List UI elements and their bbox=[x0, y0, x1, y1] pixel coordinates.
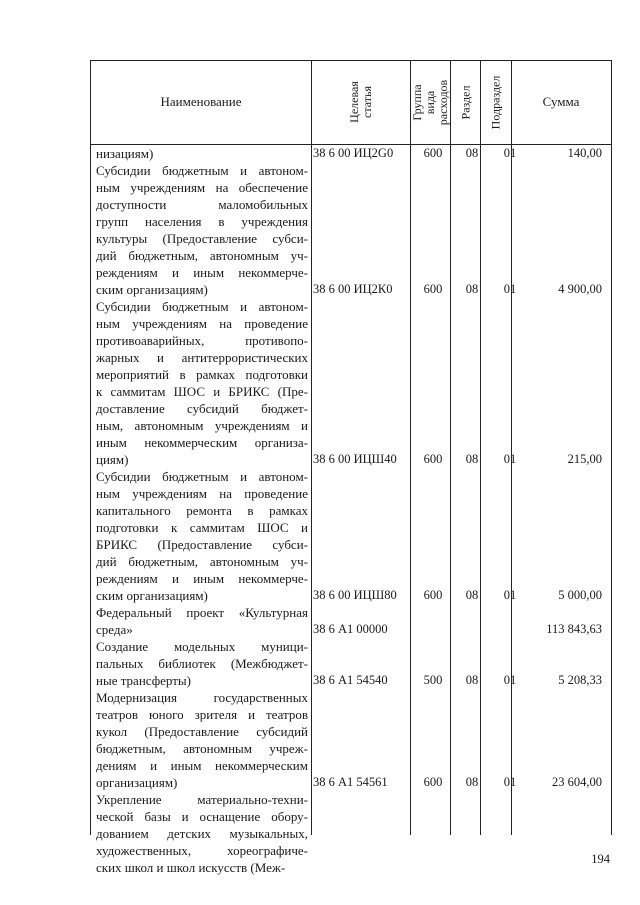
row-name-line: противоаварийных, противопо- bbox=[96, 333, 308, 348]
row-target-code: 38 6 А1 00000 bbox=[313, 622, 388, 636]
row-name-line: циям) bbox=[96, 452, 129, 467]
row-name-line: ских школ и школ искусств (Меж- bbox=[96, 860, 286, 875]
row-name-line: среда» bbox=[96, 622, 133, 637]
page-number: 194 bbox=[591, 852, 610, 866]
row-name-line: ным учреждениям на проведение bbox=[96, 316, 308, 331]
row-sum: 23 604,00 bbox=[552, 775, 602, 789]
row-section: 08 bbox=[465, 588, 479, 602]
row-name-line: реждениям и иным некоммерче- bbox=[96, 265, 308, 280]
row-name-line: ные трансферты) bbox=[96, 673, 191, 688]
row-subsection: 01 bbox=[503, 282, 517, 296]
row-name bbox=[96, 145, 308, 162]
header-group-text: Группа вида расходов bbox=[410, 79, 450, 125]
row-group bbox=[412, 621, 454, 638]
row-section: 08 bbox=[465, 673, 479, 687]
row-target-code: 38 6 00 ИЦШ80 bbox=[313, 588, 397, 602]
row-name-line: организациям) bbox=[96, 775, 178, 790]
table-row bbox=[92, 468, 610, 604]
row-group: 600 bbox=[423, 282, 443, 296]
row-name bbox=[96, 791, 308, 876]
row-group bbox=[412, 859, 454, 876]
header-subsection-text: Подраздел bbox=[488, 75, 503, 129]
row-name-line: ческой базы и оснащение обору- bbox=[96, 809, 308, 824]
row-name-line: театров юного зрителя и театров bbox=[96, 707, 308, 722]
table-row bbox=[92, 604, 610, 638]
row-name-line: Субсидии бюджетным и автоном- bbox=[96, 163, 308, 178]
row-name bbox=[96, 604, 308, 638]
row-sum: 5 208,33 bbox=[558, 673, 602, 687]
table-right-border bbox=[611, 60, 612, 835]
row-sum: 5 000,00 bbox=[558, 588, 602, 602]
row-target-code bbox=[313, 859, 413, 876]
row-name-line: дий бюджетным, автономным уч- bbox=[96, 248, 308, 263]
header-name: Наименование bbox=[160, 94, 242, 109]
header-section-text: Раздел bbox=[458, 85, 473, 119]
row-name bbox=[96, 638, 308, 689]
row-group: 600 bbox=[423, 452, 443, 466]
row-name-line: Создание модельных муници- bbox=[96, 639, 308, 654]
table-row bbox=[92, 638, 610, 689]
row-name-line: реждениям и иным некоммерче- bbox=[96, 571, 308, 586]
row-target-code: 38 6 00 ИЦ2К0 bbox=[313, 282, 393, 296]
header-section bbox=[451, 60, 480, 144]
row-name bbox=[96, 298, 308, 468]
row-name-line: к саммитам ШОС и БРИКС (Пре- bbox=[96, 384, 308, 399]
row-group: 600 bbox=[423, 588, 443, 602]
row-name bbox=[96, 162, 308, 298]
row-name-line: ным учреждениям на обеспечение bbox=[96, 180, 308, 195]
row-section: 08 bbox=[465, 452, 479, 466]
row-name-line: дениям и иным некоммерческим bbox=[96, 758, 308, 773]
row-name-line: Укрепление материально-техни- bbox=[96, 792, 308, 807]
row-name-line: дий бюджетным, автономным уч- bbox=[96, 554, 308, 569]
row-group: 600 bbox=[423, 775, 443, 789]
row-name bbox=[96, 689, 308, 791]
row-name-line: дованием детских музыкальных, bbox=[96, 826, 308, 841]
row-name-line: Субсидии бюджетным и автоном- bbox=[96, 299, 308, 314]
row-subsection: 01 bbox=[503, 146, 517, 160]
row-sum: 140,00 bbox=[567, 146, 602, 160]
row-name-line: Субсидии бюджетным и автоном- bbox=[96, 469, 308, 484]
row-subsection: 01 bbox=[503, 452, 517, 466]
table-row bbox=[92, 689, 610, 791]
row-name-line: кукол (Предоставление субсидий bbox=[96, 724, 308, 739]
row-name-line: мероприятий в рамках подготовки bbox=[96, 367, 308, 382]
table-row bbox=[92, 791, 610, 876]
row-name-line: бюджетным, автономным учреж- bbox=[96, 741, 308, 756]
row-group: 500 bbox=[423, 673, 443, 687]
row-subsection bbox=[490, 859, 530, 876]
row-section bbox=[454, 621, 490, 638]
row-target-code: 38 6 00 ИЦШ40 bbox=[313, 452, 397, 466]
header-group bbox=[411, 60, 450, 144]
row-name-line: доставление субсидий бюджет- bbox=[96, 401, 308, 416]
row-name-line: групп населения в учреждения bbox=[96, 214, 308, 229]
row-sum: 4 900,00 bbox=[558, 282, 602, 296]
row-target-code: 38 6 А1 54540 bbox=[313, 673, 388, 687]
row-name-line: ным учреждениям на проведение bbox=[96, 486, 308, 501]
row-name-line: Модернизация государственных bbox=[96, 690, 308, 705]
header-sum: Сумма bbox=[542, 94, 580, 109]
row-sum: 113 843,63 bbox=[546, 622, 602, 636]
row-subsection: 01 bbox=[503, 775, 517, 789]
row-target-code: 38 6 А1 54561 bbox=[313, 775, 388, 789]
row-section: 08 bbox=[465, 775, 479, 789]
row-target-code: 38 6 00 ИЦ2G0 bbox=[313, 146, 394, 160]
row-section: 08 bbox=[465, 146, 479, 160]
header-target bbox=[312, 60, 410, 144]
row-name-line: доступности маломобильных bbox=[96, 197, 308, 212]
row-name-line: ским организациям) bbox=[96, 588, 208, 603]
row-section bbox=[454, 859, 490, 876]
row-subsection: 01 bbox=[503, 673, 517, 687]
row-sum: 215,00 bbox=[567, 452, 602, 466]
row-section: 08 bbox=[465, 282, 479, 296]
header-subsection bbox=[481, 60, 511, 144]
row-subsection bbox=[490, 621, 530, 638]
row-name-line: иным некоммерческим организа- bbox=[96, 435, 308, 450]
table-row bbox=[92, 162, 610, 298]
row-name-line: подготовки к саммитам ШОС и bbox=[96, 520, 308, 535]
row-name-line: художественных, хореографиче- bbox=[96, 843, 308, 858]
row-name-line: жарных и антитеррористических bbox=[96, 350, 308, 365]
table-row bbox=[92, 145, 610, 162]
row-name-line: ным, автономным учреждениям и bbox=[96, 418, 308, 433]
row-subsection: 01 bbox=[503, 588, 517, 602]
row-name-line: ским организациям) bbox=[96, 282, 208, 297]
table-left-border bbox=[90, 60, 91, 835]
row-group: 600 bbox=[423, 146, 443, 160]
row-name-line: БРИКС (Предоставление субси- bbox=[96, 537, 308, 552]
table-row bbox=[92, 298, 610, 468]
row-name bbox=[96, 468, 308, 604]
row-name-line: Федеральный проект «Культурная bbox=[96, 605, 308, 620]
row-name-line: низациям) bbox=[96, 146, 154, 161]
row-name-line: пальных библиотек (Межбюджет- bbox=[96, 656, 308, 671]
row-name-line: капитального ремонта в рамках bbox=[96, 503, 308, 518]
row-name-line: культуры (Предоставление субси- bbox=[96, 231, 308, 246]
header-target-text: Целевая статья bbox=[347, 81, 374, 123]
